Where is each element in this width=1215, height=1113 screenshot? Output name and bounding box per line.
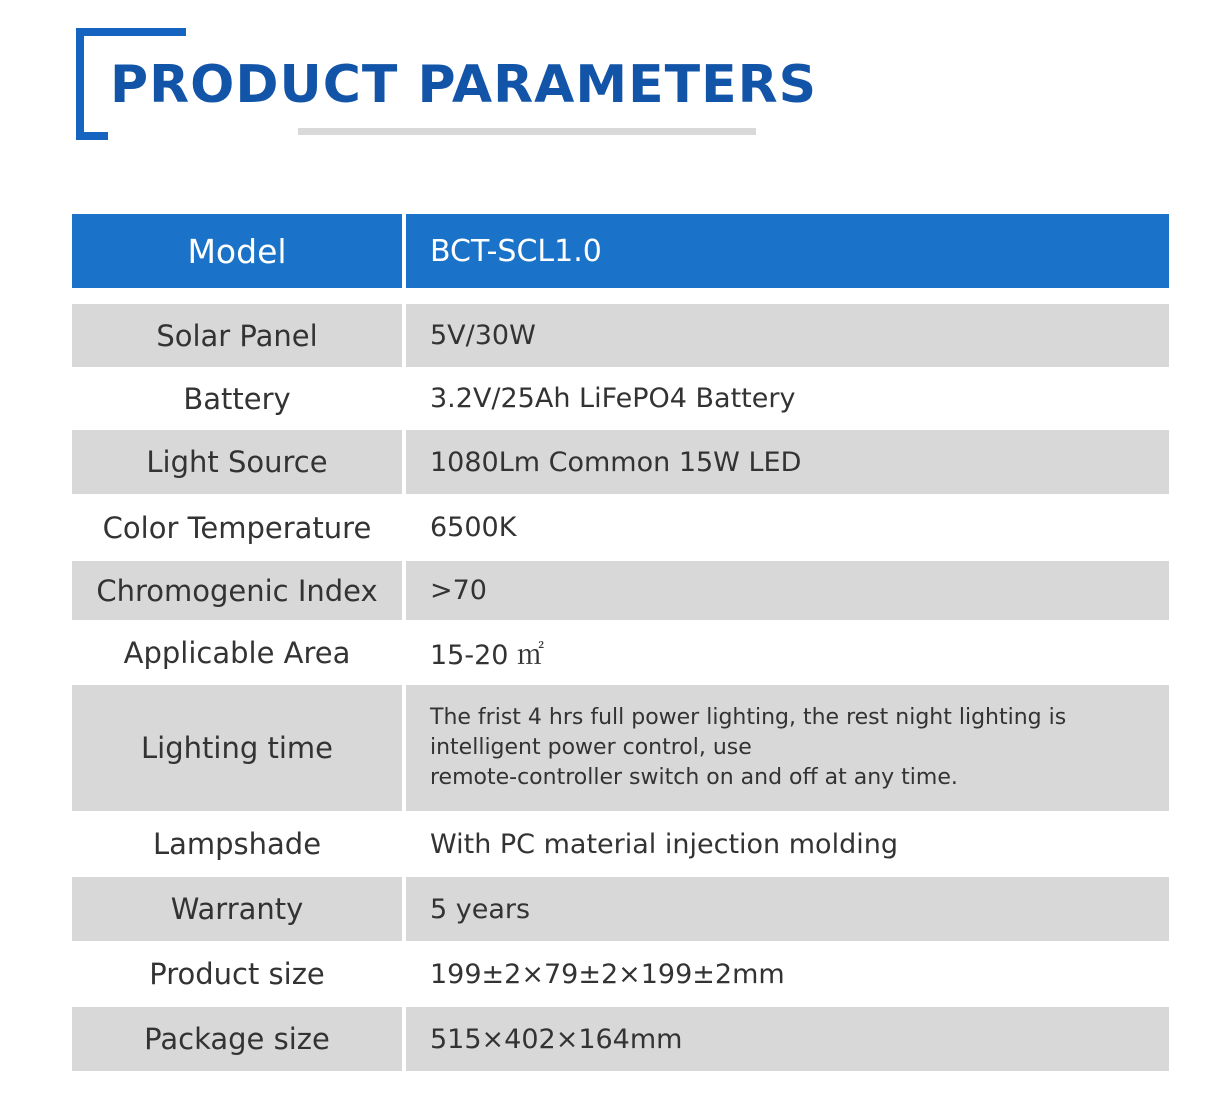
row-value: 1080Lm Common 15W LED (406, 430, 1169, 494)
table-row-warranty (72, 877, 1169, 941)
header-label: Model (72, 214, 402, 288)
table-row-product-size (72, 941, 1169, 1007)
table-row-chromogenic-index (72, 561, 1169, 620)
row-value: 15-20 ㎡ (430, 640, 545, 671)
row-value: 5V/30W (406, 304, 1169, 367)
table-row-light-source (72, 430, 1169, 494)
header-value: BCT-SCL1.0 (406, 214, 1169, 288)
title-underline (298, 128, 756, 135)
table-row-battery (72, 367, 1169, 430)
table-row-color-temperature (72, 494, 1169, 561)
row-value: 6500K (430, 512, 517, 543)
table-row-applicable-area (72, 620, 1169, 685)
row-label: Color Temperature (102, 510, 372, 545)
title-bracket-top (76, 28, 186, 36)
row-value: >70 (406, 561, 1169, 620)
title-bracket-bottom (76, 132, 108, 140)
row-value: 3.2V/25Ah LiFePO4 Battery (430, 383, 796, 414)
lighting-time-line-3: remote-controller switch on and off at any time. (430, 765, 958, 790)
row-label: Warranty (72, 877, 402, 941)
table-row-lighting-time (72, 685, 1169, 811)
row-value: With PC material injection molding (430, 828, 898, 860)
row-value: 515×402×164mm (406, 1007, 1169, 1071)
lighting-time-line-2: intelligent power control, use (430, 735, 752, 760)
title-block (0, 0, 1215, 170)
title-bracket-left (76, 28, 84, 140)
lighting-time-line-1: The frist 4 hrs full power lighting, the rest night lighting is (430, 705, 1067, 730)
row-label: Lampshade (152, 827, 322, 861)
table-row-solar-panel (72, 304, 1169, 367)
row-label: Lighting time (72, 685, 402, 811)
row-label: Battery (183, 381, 291, 416)
row-value: 5 years (406, 877, 1169, 941)
row-label: Applicable Area (123, 635, 351, 670)
row-label: Package size (72, 1007, 402, 1071)
row-value (406, 685, 1169, 811)
row-value: 199±2×79±2×199±2mm (430, 958, 785, 990)
table-row-lampshade (72, 811, 1169, 877)
row-label: Solar Panel (72, 304, 402, 367)
table-row-package-size (72, 1007, 1169, 1071)
row-label: Light Source (72, 430, 402, 494)
row-label: Product size (149, 957, 325, 991)
table-header-row (72, 214, 1169, 288)
row-label: Chromogenic Index (72, 561, 402, 620)
page-title: PRODUCT PARAMETERS (110, 55, 818, 115)
